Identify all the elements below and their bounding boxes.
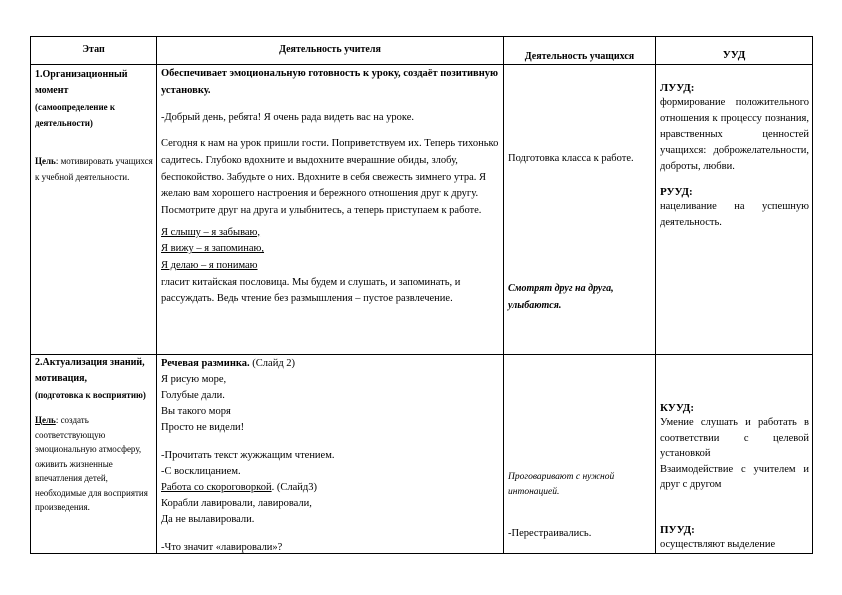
- teacher-paragraph: Сегодня к нам на урок пришли гости. Поприветствуем их. Теперь тихонько садитесь. Глубоко вдохните и выдохните вчерашние обиды, злобу, беспокойство. Забудьте о них. Вдохните в себя свежесть зимнего утра. Я желаю вам хорошего настроения и бережного отношения друг к другу. Посмотрите друг на друга и улыбнитесь, а теперь приступаем к работе.: [161, 138, 499, 216]
- poem-line: Я рисую море,: [161, 374, 227, 385]
- stage-subtitle: (самоопределение к деятельности): [35, 102, 116, 128]
- proverb-line: Я вижу – я запоминаю,: [161, 243, 265, 255]
- goal-text: : создать соответствующую эмоциональную атмосферу, оживить жизненные впечатления детей, необходимые для восприятия произведения.: [35, 415, 148, 512]
- proverb-line: Я делаю – я понимаю: [161, 260, 258, 272]
- teacher-cell-1: [161, 66, 499, 308]
- uud-title: РУУД:: [660, 186, 693, 198]
- table-border-right: [812, 36, 813, 554]
- uud-text: осуществляют выделение: [660, 538, 776, 550]
- table-border-top: [30, 36, 813, 37]
- goal-text: : мотивировать учащихся к учебной деятельности.: [35, 156, 153, 182]
- uud-cell-2: [660, 401, 809, 552]
- goal-label: Цель: [35, 415, 56, 425]
- proverb-comment: гласит китайская пословица. Мы будем и слушать, и запоминать, и рассуждать. Ведь чтение без размышления – пустое развлечение.: [161, 276, 461, 305]
- proverb-line: Я слышу – я забываю,: [161, 226, 261, 238]
- column-divider: [156, 36, 157, 554]
- header-students: Деятельность учащихся: [524, 51, 635, 62]
- stage-title: 2.Актуализация знаний, мотивация,: [35, 357, 145, 384]
- stage-goal: [35, 413, 153, 515]
- stage-title: 1.Организационный момент: [35, 69, 128, 96]
- header-divider: [30, 64, 813, 65]
- stage-subtitle: (подготовка к восприятию): [35, 390, 146, 400]
- students-activity: Подготовка класса к работе.: [508, 153, 634, 164]
- question-line: -Что значит «лавировали»?: [161, 542, 283, 553]
- teacher-cell-2: [161, 356, 499, 556]
- header-uud: УУД: [722, 49, 746, 61]
- tongue-heading: [161, 480, 499, 496]
- teacher-greeting: -Добрый день, ребята! Я очень рада видеть вас на уроке.: [161, 112, 415, 124]
- uud-text: формирование положительного отношения к процессу познания, нравственных ценностей учащихся: доброжелательности, доброты, любви.: [660, 97, 809, 172]
- uud-text: нацеливание на успешную деятельность.: [660, 201, 809, 228]
- column-divider: [503, 36, 504, 554]
- poem-line: Вы такого моря: [161, 406, 231, 417]
- warmup-heading: [161, 356, 499, 372]
- tongue-line: Да не вылавировали.: [161, 514, 255, 525]
- table-border-left: [30, 36, 31, 554]
- uud-text: Взаимодействие с учителем и друг с другом: [660, 463, 809, 490]
- header-stage: Этап: [82, 44, 105, 55]
- tongue-slide: . (Слайд3): [271, 482, 317, 493]
- poem-line: Голубые дали.: [161, 390, 225, 401]
- students-activity: Смотрят друг на друга, улыбаются.: [508, 283, 614, 311]
- task-line: -Прочитать текст жужжащим чтением.: [161, 450, 335, 461]
- uud-title: ЛУУД:: [660, 82, 695, 94]
- uud-cell-1: [660, 81, 809, 231]
- stage-cell-1: [35, 67, 153, 185]
- warmup-label: Речевая разминка.: [161, 358, 250, 369]
- uud-text: Умение слушать и работать в соответствии с целевой установкой: [660, 417, 809, 459]
- students-activity: -Перестраивались.: [508, 528, 592, 539]
- goal-label: Цель: [35, 156, 56, 166]
- header-teacher: Деятельность учителя: [279, 44, 381, 55]
- warmup-slide: (Слайд 2): [249, 358, 296, 369]
- column-divider: [655, 36, 656, 554]
- stage-cell-2: [35, 355, 153, 515]
- tongue-line: Корабли лавировали, лавировали,: [161, 498, 312, 509]
- task-line: -С восклицанием.: [161, 466, 241, 477]
- uud-title: КУУД:: [660, 402, 695, 414]
- stage-goal: [35, 153, 153, 185]
- students-activity: Проговаривают с нужной интонацией.: [508, 472, 615, 497]
- poem-line: Просто не видели!: [161, 422, 245, 433]
- teacher-intro: Обеспечивает эмоциональную готовность к уроку, создаёт позитивную установку.: [161, 68, 499, 96]
- uud-title: ПУУД:: [660, 523, 695, 536]
- tongue-label: Работа со скороговоркой: [161, 482, 272, 493]
